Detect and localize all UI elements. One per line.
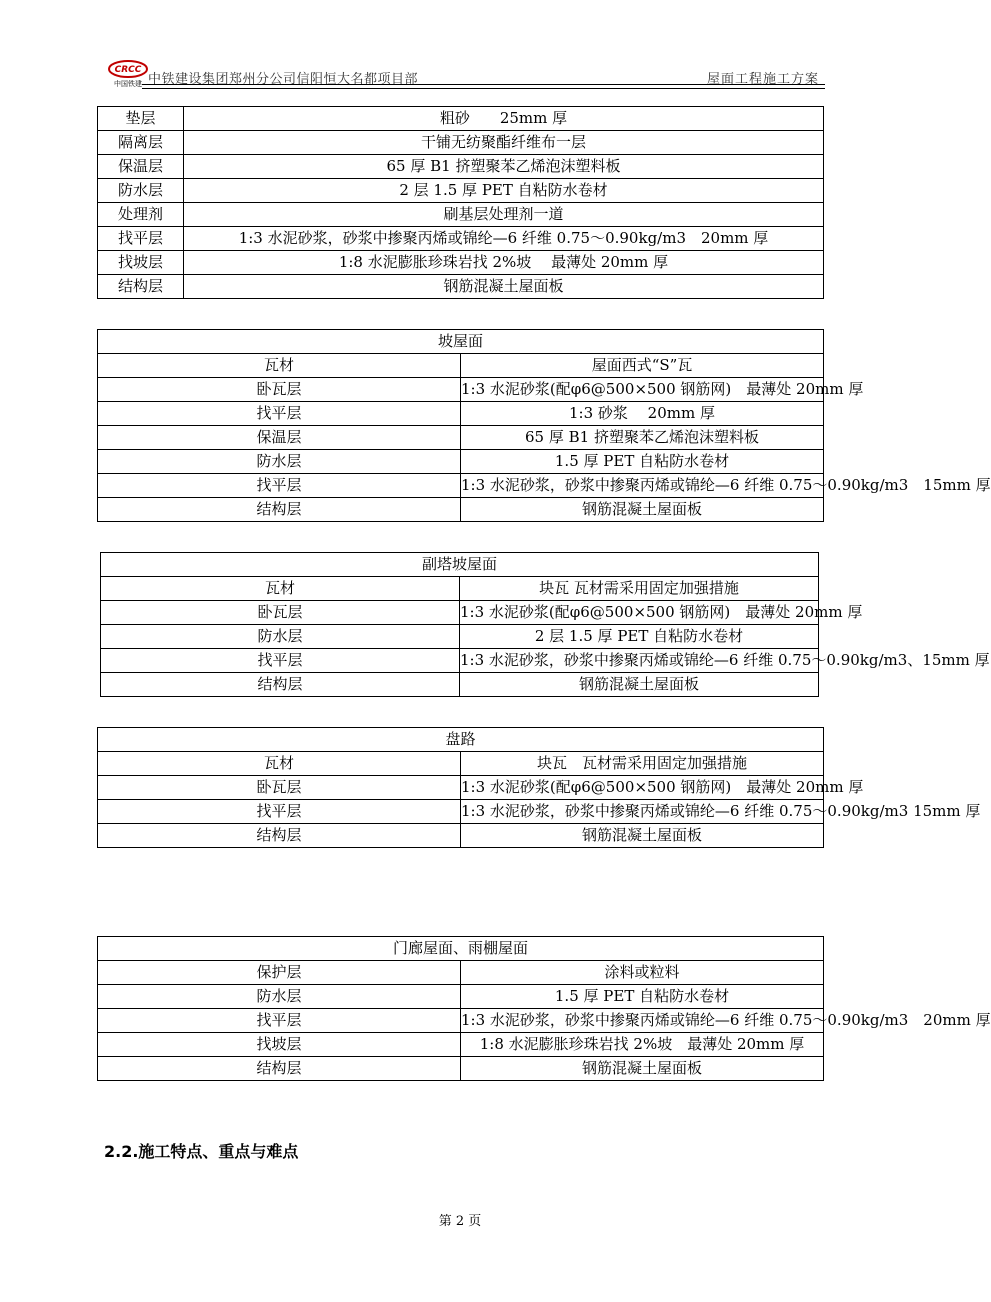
table-title: 坡屋面	[98, 330, 824, 354]
porch-canopy-roof-table	[97, 936, 991, 1081]
table-row	[101, 577, 819, 601]
table-title: 副塔坡屋面	[101, 553, 819, 577]
table-row	[101, 673, 819, 697]
layer-description: 65 厚 B1 挤塑聚苯乙烯泡沫塑料板	[184, 155, 824, 179]
layer-name: 瓦材	[98, 354, 461, 378]
table-title: 盘路	[98, 728, 824, 752]
layer-name: 找平层	[98, 1009, 461, 1033]
table-row	[101, 601, 819, 625]
table-row	[98, 1033, 824, 1057]
layer-description: 1:3 水泥砂浆，砂浆中掺聚丙烯或锦纶—6 纤维 0.75～0.90kg/m3 15mm 厚	[461, 800, 824, 824]
table-title-row	[98, 937, 824, 961]
layer-description: 1:3 水泥砂浆，砂浆中掺聚丙烯或锦纶—6 纤维 0.75～0.90kg/m3 20mm 厚	[461, 1009, 824, 1033]
table-row	[101, 625, 819, 649]
page-header	[97, 58, 825, 88]
layer-name: 瓦材	[101, 577, 460, 601]
layer-description: 钢筋混凝土屋面板	[461, 824, 824, 848]
layer-name: 防水层	[98, 985, 461, 1009]
table-row	[98, 450, 824, 474]
table-row	[98, 227, 824, 251]
layer-description: 1:3 砂浆 20mm 厚	[461, 402, 824, 426]
layer-description: 1:3 水泥砂浆，砂浆中掺聚丙烯或锦纶—6 纤维 0.75～0.90kg/m3 20mm 厚	[184, 227, 824, 251]
layer-name: 卧瓦层	[98, 776, 461, 800]
layer-description: 钢筋混凝土屋面板	[461, 498, 824, 522]
pitched-roof-table	[97, 329, 991, 522]
table-title-row	[101, 553, 819, 577]
logo-caption: 中国铁建	[114, 80, 142, 88]
table-row	[101, 649, 819, 673]
layer-name: 保温层	[98, 426, 461, 450]
table-row	[98, 378, 824, 402]
layer-name: 保护层	[98, 961, 461, 985]
table-title-row	[98, 330, 824, 354]
layer-name: 结构层	[101, 673, 460, 697]
walkway-table	[97, 727, 981, 848]
layer-description: 1:3 水泥砂浆(配φ6@500×500 钢筋网) 最薄处 20mm 厚	[461, 378, 824, 402]
layer-description: 65 厚 B1 挤塑聚苯乙烯泡沫塑料板	[461, 426, 824, 450]
layer-name: 瓦材	[98, 752, 461, 776]
table-row	[98, 1057, 824, 1081]
layer-description: 1:3 水泥砂浆(配φ6@500×500 钢筋网) 最薄处 20mm 厚	[460, 601, 819, 625]
table-row	[98, 498, 824, 522]
layer-description: 1:8 水泥膨胀珍珠岩找 2%坡 最薄处 20mm 厚	[184, 251, 824, 275]
layer-name: 保温层	[98, 155, 184, 179]
table-row	[98, 1009, 824, 1033]
table-row	[98, 107, 824, 131]
layer-description: 钢筋混凝土屋面板	[460, 673, 819, 697]
table-row	[98, 179, 824, 203]
header-document-title: 屋面工程施工方案	[706, 72, 819, 87]
layer-name: 卧瓦层	[98, 378, 461, 402]
layer-description: 2 层 1.5 厚 PET 自粘防水卷材	[184, 179, 824, 203]
layer-description: 屋面西式“S”瓦	[461, 354, 824, 378]
table-row	[98, 985, 824, 1009]
layer-name: 找平层	[98, 402, 461, 426]
layer-name: 隔离层	[98, 131, 184, 155]
table-row	[98, 824, 824, 848]
layer-description: 1:3 水泥砂浆(配φ6@500×500 钢筋网) 最薄处 20mm 厚	[461, 776, 824, 800]
table-row	[98, 776, 824, 800]
sub-tower-pitched-roof-table	[100, 552, 990, 697]
layer-name: 找平层	[98, 227, 184, 251]
layer-description: 刷基层处理剂一道	[184, 203, 824, 227]
section-heading: 2.2.施工特点、重点与难点	[104, 1142, 299, 1161]
table-title: 门廊屋面、雨棚屋面	[98, 937, 824, 961]
layer-name: 垫层	[98, 107, 184, 131]
layer-name: 结构层	[98, 824, 461, 848]
page-number: 第 2 页	[438, 1214, 482, 1229]
layer-description: 涂料或粒料	[461, 961, 824, 985]
layer-name: 找平层	[101, 649, 460, 673]
table-row	[98, 752, 824, 776]
layer-description: 钢筋混凝土屋面板	[461, 1057, 824, 1081]
layer-name: 结构层	[98, 498, 461, 522]
table-row	[98, 354, 824, 378]
layer-description: 干铺无纺聚酯纤维布一层	[184, 131, 824, 155]
layer-description: 粗砂 25mm 厚	[184, 107, 824, 131]
layer-description: 2 层 1.5 厚 PET 自粘防水卷材	[460, 625, 819, 649]
table-row	[98, 402, 824, 426]
table-row	[98, 155, 824, 179]
svg-text:CRCC: CRCC	[114, 65, 142, 75]
table-row	[98, 961, 824, 985]
layer-name: 找坡层	[98, 1033, 461, 1057]
layer-name: 结构层	[98, 275, 184, 299]
layer-description: 块瓦 瓦材需采用固定加强措施	[461, 752, 824, 776]
layer-description: 1:3 水泥砂浆，砂浆中掺聚丙烯或锦纶—6 纤维 0.75～0.90kg/m3、15mm 厚	[460, 649, 819, 673]
layer-name: 卧瓦层	[101, 601, 460, 625]
table-row	[98, 251, 824, 275]
table-row	[98, 426, 824, 450]
table-row	[98, 800, 824, 824]
layer-description: 1:8 水泥膨胀珍珠岩找 2%坡 最薄处 20mm 厚	[461, 1033, 824, 1057]
layer-name: 防水层	[101, 625, 460, 649]
table-title-row	[98, 728, 824, 752]
layer-name: 结构层	[98, 1057, 461, 1081]
header-rule-thin	[142, 88, 825, 89]
layer-description: 1:3 水泥砂浆，砂浆中掺聚丙烯或锦纶—6 纤维 0.75～0.90kg/m3 15mm 厚	[461, 474, 824, 498]
layer-name: 找平层	[98, 800, 461, 824]
layer-name: 找坡层	[98, 251, 184, 275]
layer-name: 找平层	[98, 474, 461, 498]
table-row	[98, 131, 824, 155]
layer-description: 钢筋混凝土屋面板	[184, 275, 824, 299]
header-company: 中铁建设集团郑州分公司信阳恒大名都项目部	[148, 72, 419, 87]
layer-description: 1.5 厚 PET 自粘防水卷材	[461, 450, 824, 474]
layer-name: 防水层	[98, 450, 461, 474]
layer-name: 防水层	[98, 179, 184, 203]
layer-description: 块瓦 瓦材需采用固定加强措施	[460, 577, 819, 601]
table-row	[98, 203, 824, 227]
layer-description: 1.5 厚 PET 自粘防水卷材	[461, 985, 824, 1009]
flat-roof-layers-table	[97, 106, 824, 299]
table-row	[98, 275, 824, 299]
layer-name: 处理剂	[98, 203, 184, 227]
table-row	[98, 474, 824, 498]
header-rule	[142, 84, 825, 85]
